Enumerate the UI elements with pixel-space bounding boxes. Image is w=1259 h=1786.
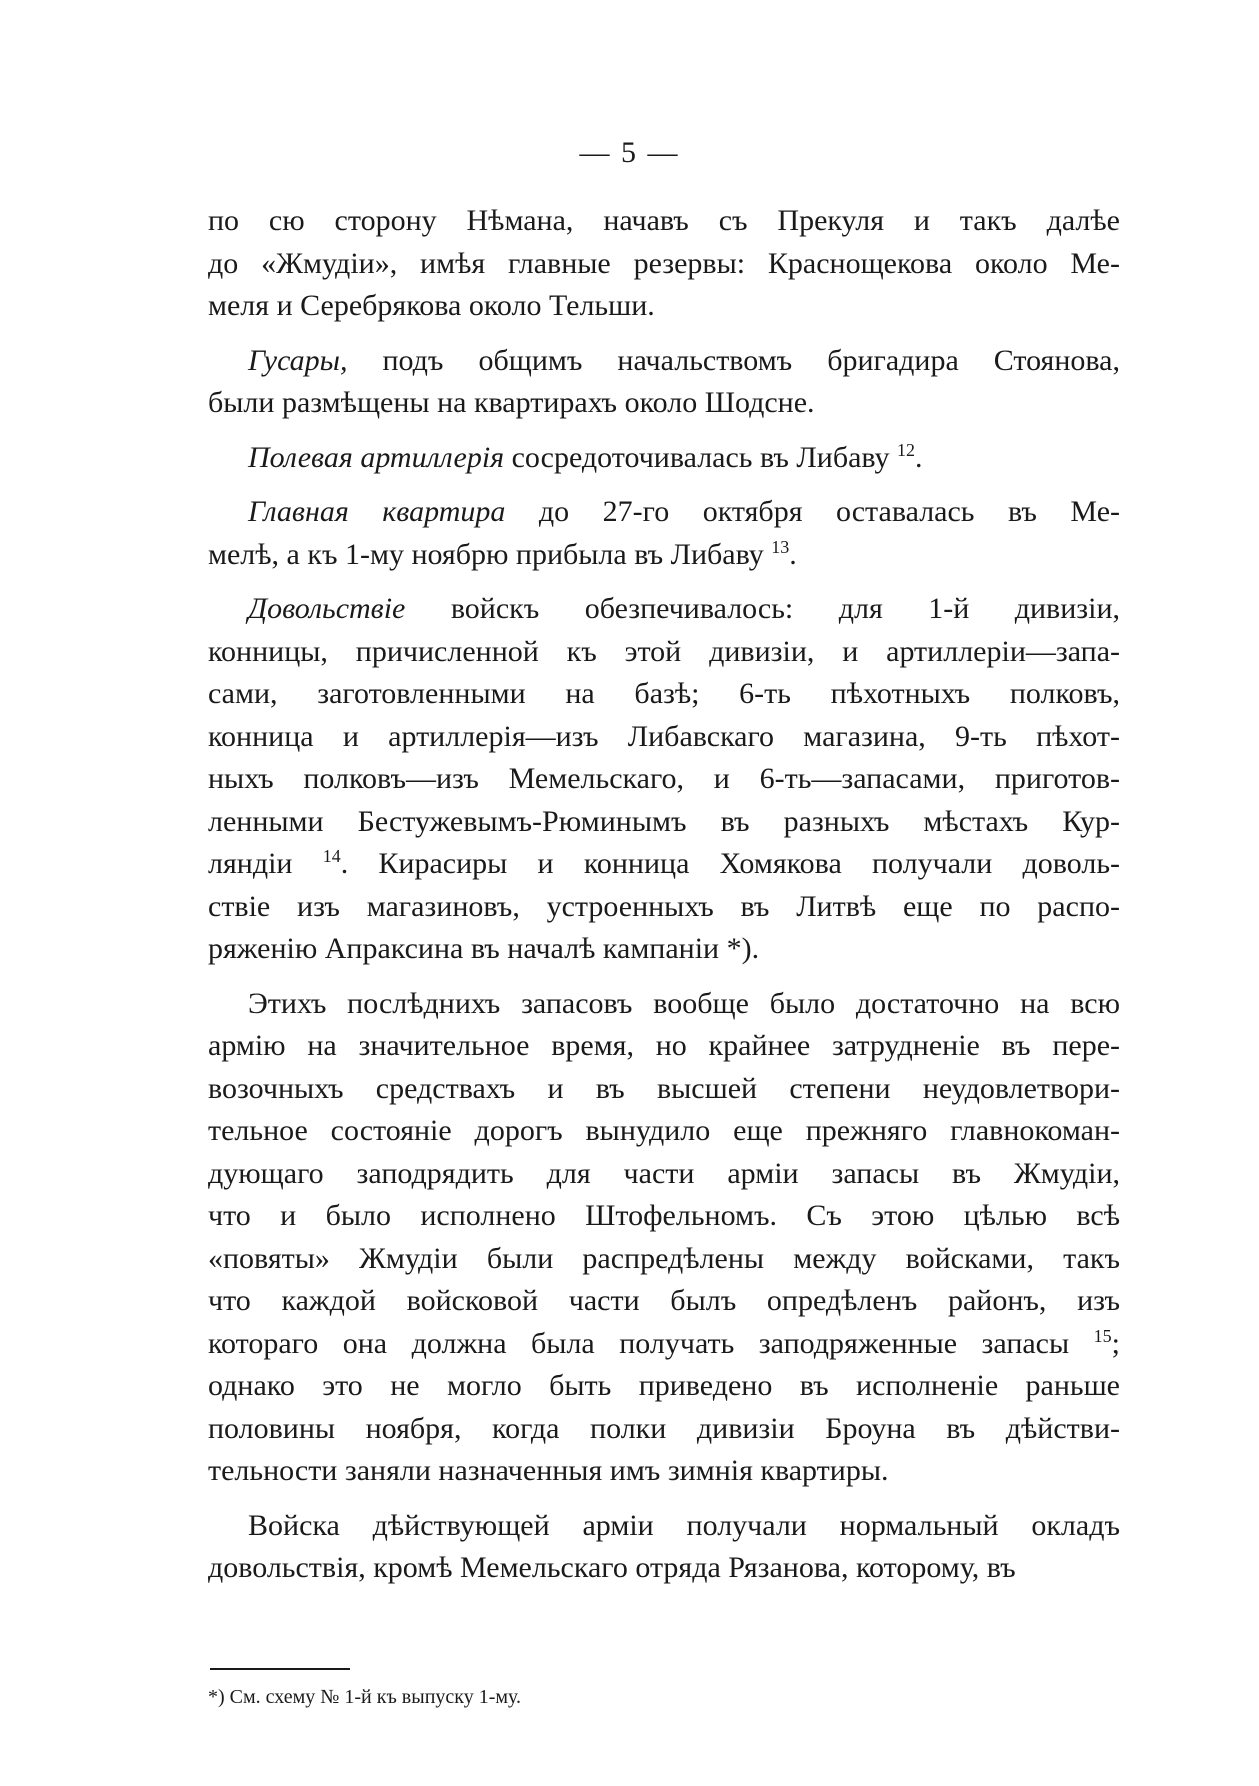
line-text: ляндіи: [208, 847, 323, 880]
line-text: . Кирасиры и конница Хомякова получали доволь-: [340, 847, 1120, 880]
text-line: Войска дѣйствующей арміи получали нормальный окладъ: [248, 1508, 1120, 1542]
paragraph: [208, 983, 1120, 1493]
footnote-ref: 13: [771, 536, 790, 557]
text-line: Этихъ послѣднихъ запасовъ вообще было достаточно на всю: [248, 986, 1120, 1020]
text-line: [208, 588, 1120, 631]
line-text: .: [915, 440, 923, 474]
text-line: были размѣщены на квартирахъ около Шодсне.: [208, 386, 815, 419]
paragraph: [208, 200, 1120, 328]
line-text: котораго она должна была получать заподряженные запасы: [208, 1326, 1094, 1360]
text-line: ствіе изъ магазиновъ, устроенныхъ въ Литвѣ еще по распо-: [208, 889, 1120, 923]
line-text: до 27-го октября оставалась въ Ме-: [505, 495, 1120, 528]
footnote-ref: 15: [1093, 1325, 1112, 1346]
line-text: войскъ обезпечивалось: для 1-й дивизіи,: [405, 592, 1120, 625]
line-text: мелѣ, а къ 1-му ноябрю прибыла въ Либаву: [208, 537, 772, 571]
text-line: [208, 491, 1120, 534]
footnote: *) См. схему № 1-й къ выпуску 1-му.: [208, 1686, 522, 1708]
text-line: сами, заготовленными на базѣ; 6-ть пѣхотныхъ полковъ,: [208, 677, 1120, 710]
italic-lead: Довольствіе: [248, 592, 406, 625]
line-text: подъ общимъ начальствомъ бригадира Стоянова,: [347, 343, 1120, 377]
footnote-rule: [210, 1668, 350, 1670]
line-text: .: [789, 537, 797, 571]
body-text: [208, 200, 1120, 1602]
paragraph: [208, 1505, 1120, 1590]
text-line: [208, 843, 1120, 886]
line-text: сосредоточивалась въ Либаву: [504, 440, 898, 474]
footnote-ref: 14: [322, 846, 341, 866]
text-line: тельное состояніе дорогъ вынудило еще прежняго главнокоман-: [208, 1114, 1120, 1147]
text-line: половины ноября, когда полки дивизіи Броуна въ дѣйстви-: [208, 1411, 1120, 1445]
paragraph: [208, 588, 1120, 971]
text-line: возочныхъ средствахъ и въ высшей степени неудовлетвори-: [208, 1071, 1120, 1105]
text-line: [208, 437, 1120, 480]
text-line: меля и Серебрякова около Тельши.: [208, 289, 655, 322]
text-line: [208, 340, 1120, 383]
text-line: ряженію Апраксина въ началѣ кампаніи *).: [208, 932, 760, 965]
text-line: армію на значительное время, но крайнее затрудненіе въ пере-: [208, 1029, 1120, 1062]
text-line: [208, 534, 1120, 577]
footnote-ref: 12: [897, 439, 916, 460]
text-line: до «Жмудіи», имѣя главные резервы: Краснощекова около Ме-: [208, 246, 1120, 280]
text-line: [208, 1323, 1120, 1366]
text-line: «повяты» Жмудіи были распредѣлены между войсками, такъ: [208, 1241, 1120, 1275]
text-line: однако это не могло быть приведено въ исполненіе раньше: [208, 1369, 1120, 1402]
line-text: ;: [1111, 1326, 1120, 1360]
italic-lead: Главная квартира: [248, 495, 506, 528]
text-line: по сю сторону Нѣмана, начавъ съ Прекуля и такъ далѣе: [208, 204, 1120, 237]
text-line: тельности заняли назначенныя имъ зимнія квартиры.: [208, 1454, 889, 1487]
text-line: что и было исполнено Штофельномъ. Съ этою цѣлью всѣ: [208, 1199, 1120, 1232]
paragraph: [208, 340, 1120, 425]
text-line: дующаго заподрядить для части арміи запасы въ Жмудіи,: [208, 1156, 1120, 1190]
italic-lead: Гусары,: [248, 343, 348, 377]
paragraph: [208, 491, 1120, 576]
text-line: ленными Бестужевымъ-Рюминымъ въ разныхъ мѣстахъ Кур-: [208, 804, 1120, 838]
page-number: — 5 —: [579, 136, 680, 169]
text-line: ныхъ полковъ—изъ Мемельскаго, и 6-ть—запасами, приготов-: [208, 762, 1120, 795]
text-line: довольствія, кромѣ Мемельскаго отряда Рязанова, которому, въ: [208, 1551, 1016, 1584]
text-line: конницы, причисленной къ этой дивизіи, и артиллеріи—запа-: [208, 634, 1120, 668]
text-line: что каждой войсковой части былъ опредѣленъ районъ, изъ: [208, 1284, 1120, 1317]
italic-lead: Полевая артиллерія: [248, 440, 505, 474]
text-line: конница и артиллерія—изъ Либавскаго магазина, 9-ть пѣхот-: [208, 719, 1120, 753]
paragraph: [208, 437, 1120, 480]
